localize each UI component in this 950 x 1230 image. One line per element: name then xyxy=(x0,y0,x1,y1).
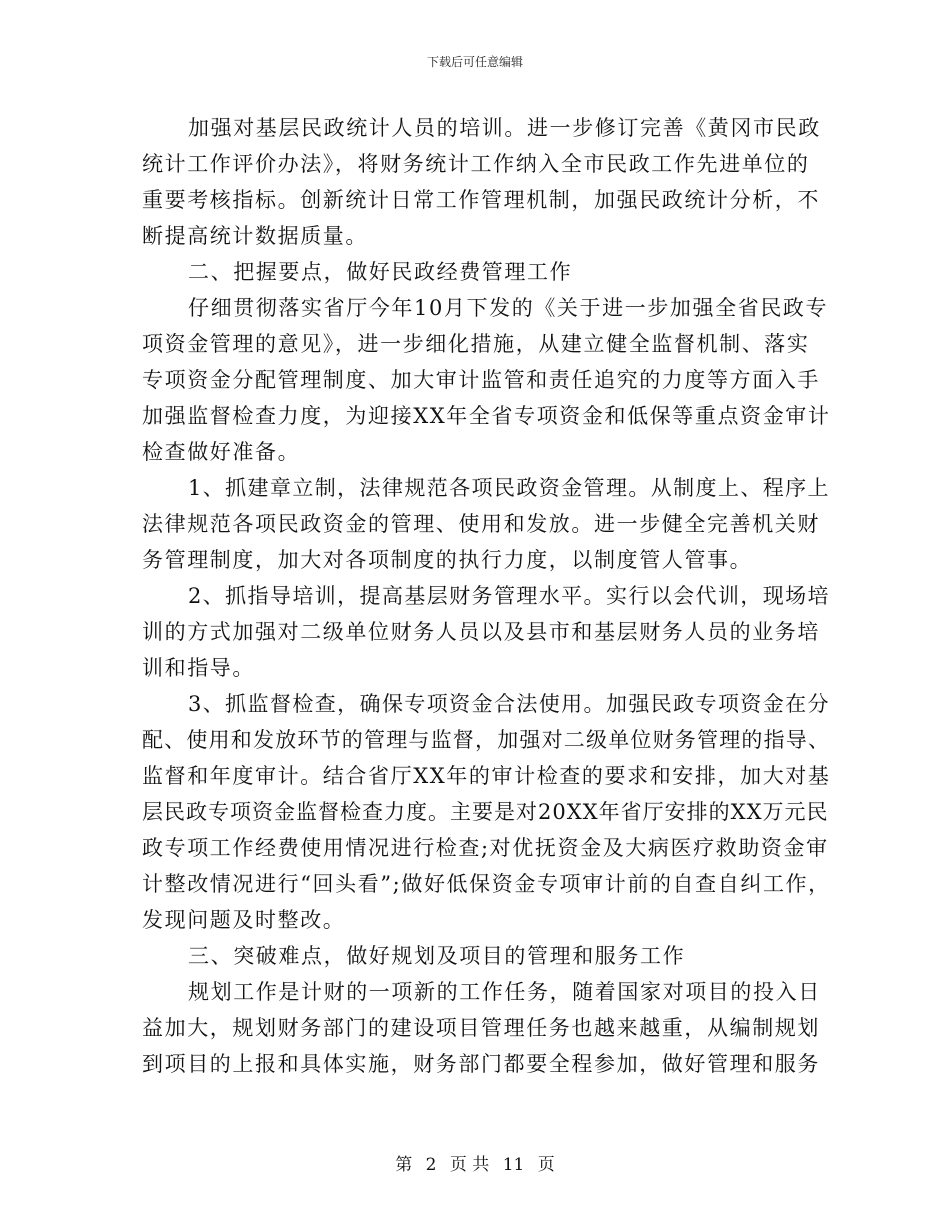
section-heading: 三、突破难点，做好规划及项目的管理和服务工作 xyxy=(188,944,686,968)
footer-prefix: 第 xyxy=(395,1155,413,1175)
header-note: 下载后可任意编辑 xyxy=(426,55,523,69)
text-line: 检查做好准备。 xyxy=(142,440,301,464)
section-heading: 二、把握要点，做好民政经费管理工作 xyxy=(188,260,573,284)
body-text xyxy=(142,110,831,1082)
footer-middle: 页 共 xyxy=(449,1155,490,1175)
text-line: 1、抓建章立制，法律规范各项民政资金管理。从制度上、程序上 xyxy=(188,476,830,500)
text-line: 法律规范各项民政资金的管理、使用和发放。进一步健全完善机关财 xyxy=(142,512,820,536)
text-line: 监督和年度审计。结合省厅XX年的审计检查的要求和安排，加大对基 xyxy=(142,764,831,788)
text-line: 益加大，规划财务部门的建设项目管理任务也越来越重，从编制规划 xyxy=(142,1016,820,1040)
text-line: 重要考核指标。创新统计日常工作管理机制，加强民政统计分析，不 xyxy=(142,188,820,212)
text-line: 到项目的上报和具体实施，财务部门都要全程参加，做好管理和服务 xyxy=(142,1052,820,1076)
text-line: 训和指导。 xyxy=(142,656,255,680)
text-line: 层民政专项资金监督检查力度。主要是对20XX年省厅安排的XX万元民 xyxy=(142,800,829,824)
text-line: 仔细贯彻落实省厅今年10月下发的《关于进一步加强全省民政专 xyxy=(188,296,829,320)
text-line: 2、抓指导培训，提高基层财务管理水平。实行以会代训，现场培 xyxy=(188,584,830,608)
text-line: 项资金管理的意见》，进一步细化措施，从建立健全监督机制、落实 xyxy=(142,332,810,356)
text-line: 政专项工作经费使用情况进行检查;对优抚资金及大病医疗救助资金审 xyxy=(142,836,829,860)
text-line: 3、抓监督检查，确保专项资金合法使用。加强民政专项资金在分 xyxy=(188,692,830,716)
footer-suffix: 页 xyxy=(537,1155,555,1175)
text-line: 断提高统计数据质量。 xyxy=(142,224,368,248)
total-page-count: 11 xyxy=(502,1155,525,1175)
text-line: 规划工作是计财的一项新的工作任务，随着国家对项目的投入日 xyxy=(188,980,821,1004)
text-line: 统计工作评价办法》，将财务统计工作纳入全市民政工作先进单位的 xyxy=(142,152,810,176)
document-body xyxy=(142,110,831,1082)
text-line: 配、使用和发放环节的管理与监督，加强对二级单位财务管理的指导、 xyxy=(142,728,831,752)
text-line: 训的方式加强对二级单位财务人员以及县市和基层财务人员的业务培 xyxy=(142,620,820,644)
current-page-number: 2 xyxy=(425,1155,437,1175)
text-line: 计整改情况进行“回头看”;做好低保资金专项审计前的自查自纠工作， xyxy=(142,872,831,896)
text-line: 务管理制度，加大对各项制度的执行力度，以制度管人管事。 xyxy=(142,548,753,572)
text-line: 发现问题及时整改。 xyxy=(142,908,346,932)
text-line: 加强监督检查力度，为迎接XX年全省专项资金和低保等重点资金审计 xyxy=(142,404,831,428)
text-line: 加强对基层民政统计人员的培训。进一步修订完善《黄冈市民政 xyxy=(188,116,821,140)
text-line: 专项资金分配管理制度、加大审计监管和责任追究的力度等方面入手 xyxy=(142,368,820,392)
page-footer xyxy=(0,1154,950,1176)
